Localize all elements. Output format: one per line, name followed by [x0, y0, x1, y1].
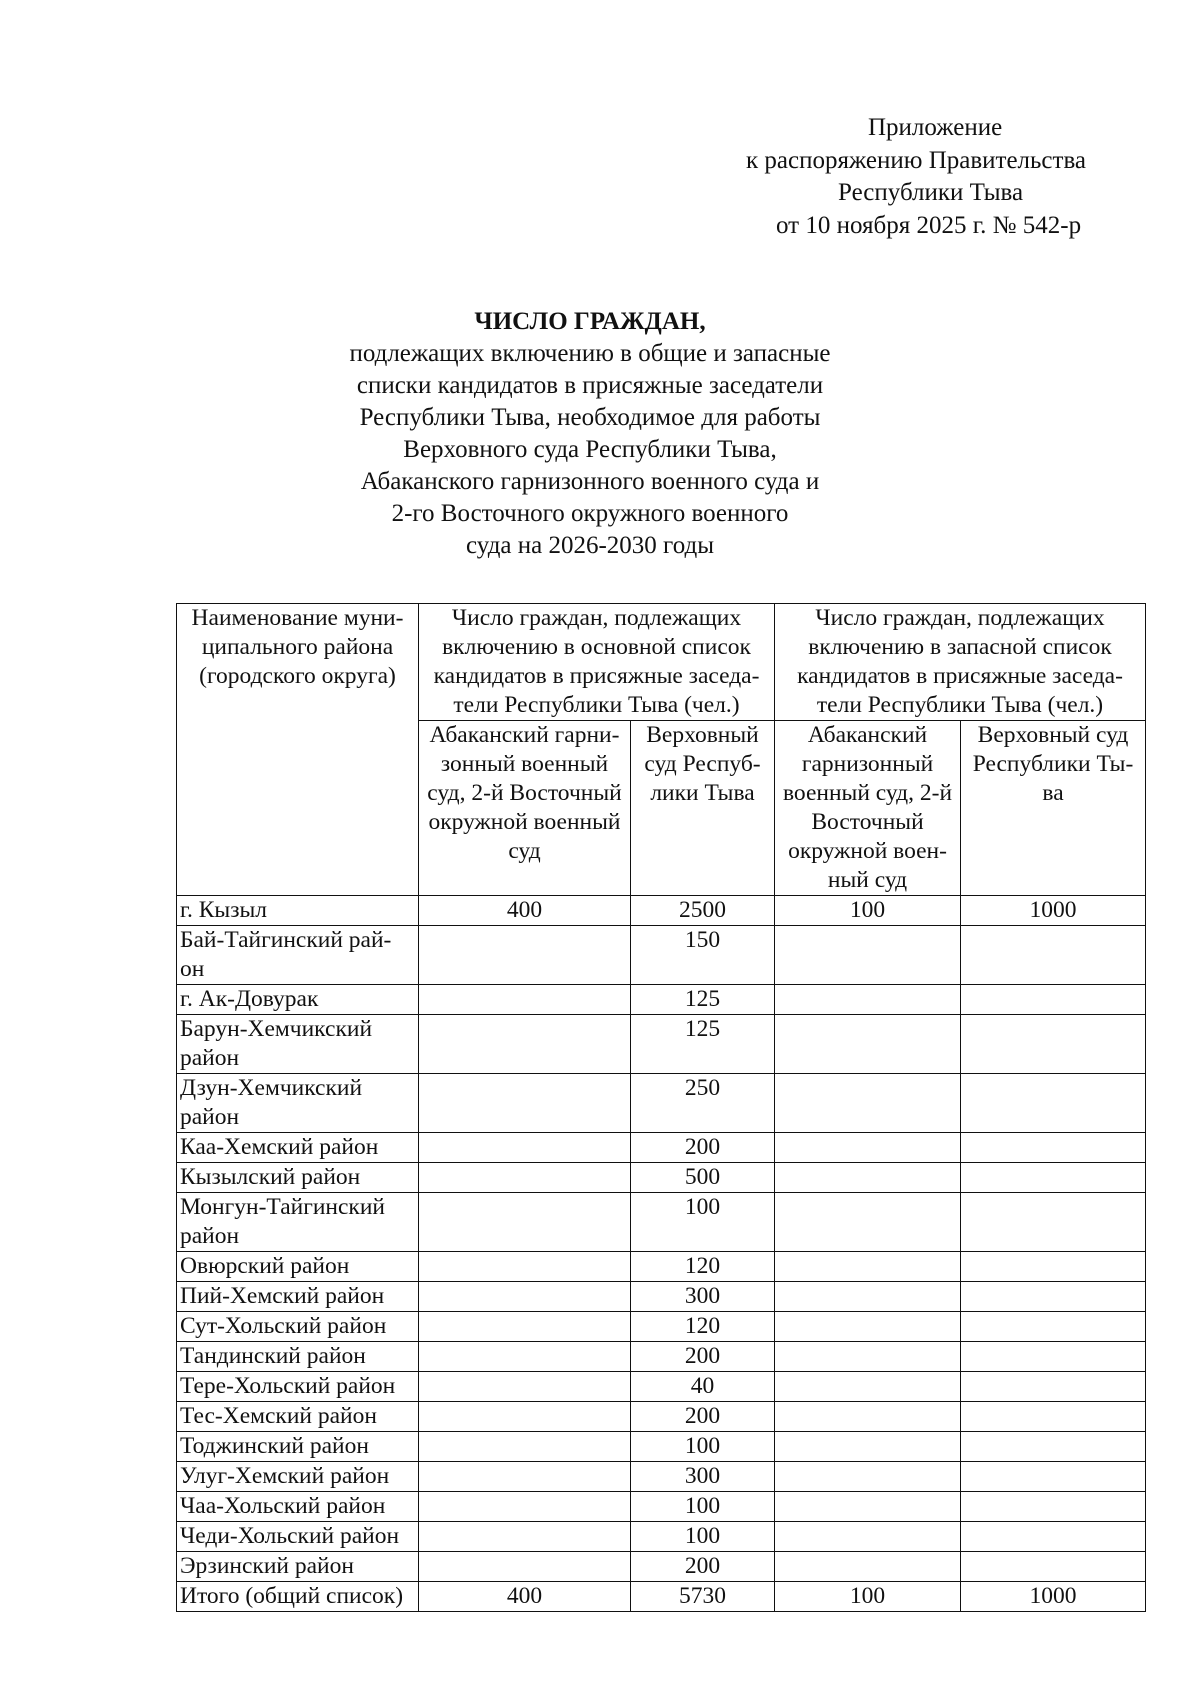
row-name-cell: Сут-Хольский район: [177, 1312, 419, 1342]
title-subtitle-line: подлежащих включению в общие и запасные: [349, 340, 831, 367]
reserve-supreme-cell: [961, 985, 1146, 1015]
reserve-supreme-cell: [961, 1015, 1146, 1074]
reserve-military-cell: 100: [775, 896, 961, 926]
reserve-military-cell: [775, 1133, 961, 1163]
table-row: [177, 1074, 1146, 1133]
reserve-supreme-cell: [961, 1133, 1146, 1163]
row-name-cell: Итого (общий список): [177, 1582, 419, 1612]
header-reserve-list: Число граждан, подлежащих включению в запасной список кандидатов в присяжные заседа-тели Республики Тыва (чел.): [775, 604, 1146, 721]
header-reserve-supreme-court: Верховный суд Республики Ты-ва: [961, 721, 1146, 896]
main-supreme-cell: 200: [631, 1552, 775, 1582]
table-row: [177, 1312, 1146, 1342]
reserve-supreme-cell: [961, 1163, 1146, 1193]
reserve-supreme-cell: [961, 1462, 1146, 1492]
main-supreme-cell: 100: [631, 1432, 775, 1462]
reserve-supreme-cell: [961, 1372, 1146, 1402]
reserve-military-cell: [775, 1552, 961, 1582]
main-supreme-cell: 120: [631, 1252, 775, 1282]
row-name-cell: Тере-Хольский район: [177, 1372, 419, 1402]
title-heading: ЧИСЛО ГРАЖДАН,: [474, 308, 706, 335]
row-name-cell: Кызылский район: [177, 1163, 419, 1193]
main-military-cell: [419, 1193, 631, 1252]
main-military-cell: 400: [419, 896, 631, 926]
main-military-cell: [419, 1342, 631, 1372]
main-military-cell: [419, 1282, 631, 1312]
reserve-military-cell: [775, 1522, 961, 1552]
main-supreme-cell: 300: [631, 1282, 775, 1312]
main-military-cell: [419, 1432, 631, 1462]
jurors-table: [176, 603, 1146, 1612]
table-row: [177, 1552, 1146, 1582]
reserve-supreme-cell: [961, 1492, 1146, 1522]
main-supreme-cell: 125: [631, 985, 775, 1015]
main-military-cell: [419, 1133, 631, 1163]
table-body: [177, 896, 1146, 1612]
row-name-cell: Бай-Тайгинский рай-он: [177, 926, 419, 985]
header-main-list: Число граждан, подлежащих включению в основной список кандидатов в присяжные заседа-тели Республики Тыва (чел.): [419, 604, 775, 721]
row-name-cell: Чеди-Хольский район: [177, 1522, 419, 1552]
reserve-supreme-cell: [961, 926, 1146, 985]
row-name-cell: Барун-Хемчикский район: [177, 1015, 419, 1074]
main-military-cell: [419, 1522, 631, 1552]
main-military-cell: [419, 1074, 631, 1133]
table-row: [177, 1402, 1146, 1432]
main-military-cell: [419, 1015, 631, 1074]
main-military-cell: [419, 1552, 631, 1582]
main-supreme-cell: 2500: [631, 896, 775, 926]
title-subtitle-line: списки кандидатов в присяжные заседатели: [356, 372, 824, 399]
main-military-cell: [419, 1402, 631, 1432]
main-military-cell: [419, 1462, 631, 1492]
main-supreme-cell: 200: [631, 1342, 775, 1372]
table-row: [177, 1133, 1146, 1163]
table-row: [177, 1342, 1146, 1372]
document-title: [250, 306, 930, 562]
reserve-supreme-cell: [961, 1342, 1146, 1372]
header-main-military-court: Абаканский гарни-зонный военный суд, 2-й Восточный окружной военный суд: [419, 721, 631, 896]
total-row: [177, 1582, 1146, 1612]
appendix-block: [700, 112, 1200, 242]
main-military-cell: 400: [419, 1582, 631, 1612]
main-supreme-cell: 150: [631, 926, 775, 985]
reserve-supreme-cell: [961, 1552, 1146, 1582]
header-municipality: Наименование муни-ципального района (городского округа): [177, 604, 419, 896]
reserve-supreme-cell: 1000: [961, 896, 1146, 926]
main-military-cell: [419, 1252, 631, 1282]
main-supreme-cell: 120: [631, 1312, 775, 1342]
title-subtitle-line: суда на 2026-2030 годы: [466, 532, 714, 559]
row-name-cell: Каа-Хемский район: [177, 1133, 419, 1163]
reserve-supreme-cell: [961, 1402, 1146, 1432]
row-name-cell: г. Кызыл: [177, 896, 419, 926]
table-row: [177, 1193, 1146, 1252]
header-reserve-military-court: Абаканский гарнизонный военный суд, 2-й Восточный окружной воен-ный суд: [775, 721, 961, 896]
table-row: [177, 1462, 1146, 1492]
table-row: [177, 1492, 1146, 1522]
reserve-military-cell: [775, 1372, 961, 1402]
reserve-military-cell: [775, 1074, 961, 1133]
reserve-military-cell: [775, 1492, 961, 1522]
row-name-cell: Улуг-Хемский район: [177, 1462, 419, 1492]
reserve-military-cell: [775, 1342, 961, 1372]
main-supreme-cell: 100: [631, 1522, 775, 1552]
table-row: [177, 1282, 1146, 1312]
row-name-cell: Дзун-Хемчикский район: [177, 1074, 419, 1133]
reserve-supreme-cell: [961, 1282, 1146, 1312]
appendix-republic: Республики Тыва: [838, 179, 1024, 206]
row-name-cell: Тоджинский район: [177, 1432, 419, 1462]
row-name-cell: Тандинский район: [177, 1342, 419, 1372]
table-row: [177, 1372, 1146, 1402]
appendix-date-number: от 10 ноября 2025 г. № 542-р: [776, 211, 1082, 239]
table-row: [177, 985, 1146, 1015]
title-subtitle-line: 2-го Восточного окружного военного: [391, 500, 789, 527]
main-military-cell: [419, 1312, 631, 1342]
main-supreme-cell: 5730: [631, 1582, 775, 1612]
main-supreme-cell: 200: [631, 1133, 775, 1163]
table-row: [177, 1522, 1146, 1552]
reserve-supreme-cell: [961, 1432, 1146, 1462]
reserve-military-cell: [775, 1462, 961, 1492]
reserve-military-cell: [775, 1015, 961, 1074]
main-supreme-cell: 40: [631, 1372, 775, 1402]
table-row: [177, 926, 1146, 985]
row-name-cell: Монгун-Тайгинский район: [177, 1193, 419, 1252]
main-military-cell: [419, 1372, 631, 1402]
main-supreme-cell: 100: [631, 1193, 775, 1252]
reserve-supreme-cell: [961, 1522, 1146, 1552]
table-row: [177, 1015, 1146, 1074]
main-military-cell: [419, 1163, 631, 1193]
table-row: [177, 1252, 1146, 1282]
reserve-supreme-cell: [961, 1312, 1146, 1342]
reserve-supreme-cell: [961, 1074, 1146, 1133]
row-name-cell: Овюрский район: [177, 1252, 419, 1282]
title-subtitle-line: Верховного суда Республики Тыва,: [403, 436, 777, 463]
row-name-cell: Эрзинский район: [177, 1552, 419, 1582]
reserve-supreme-cell: [961, 1252, 1146, 1282]
reserve-military-cell: [775, 926, 961, 985]
reserve-military-cell: [775, 1282, 961, 1312]
row-name-cell: Чаа-Хольский район: [177, 1492, 419, 1522]
reserve-military-cell: [775, 1193, 961, 1252]
row-name-cell: Пий-Хемский район: [177, 1282, 419, 1312]
title-subtitle-line: Абаканского гарнизонного военного суда и: [360, 468, 820, 495]
main-military-cell: [419, 1492, 631, 1522]
table-row: [177, 1432, 1146, 1462]
main-supreme-cell: 300: [631, 1462, 775, 1492]
reserve-military-cell: [775, 1163, 961, 1193]
main-supreme-cell: 500: [631, 1163, 775, 1193]
main-supreme-cell: 100: [631, 1492, 775, 1522]
table-row: [177, 896, 1146, 926]
main-supreme-cell: 200: [631, 1402, 775, 1432]
reserve-supreme-cell: 1000: [961, 1582, 1146, 1612]
reserve-military-cell: [775, 985, 961, 1015]
main-military-cell: [419, 926, 631, 985]
reserve-military-cell: 100: [775, 1582, 961, 1612]
row-name-cell: Тес-Хемский район: [177, 1402, 419, 1432]
row-name-cell: г. Ак-Довурак: [177, 985, 419, 1015]
reserve-military-cell: [775, 1312, 961, 1342]
main-supreme-cell: 250: [631, 1074, 775, 1133]
title-subtitle-line: Республики Тыва, необходимое для работы: [359, 404, 821, 431]
appendix-title: Приложение: [868, 114, 1003, 141]
main-supreme-cell: 125: [631, 1015, 775, 1074]
reserve-supreme-cell: [961, 1193, 1146, 1252]
appendix-order-ref: к распоряжению Правительства: [746, 146, 1087, 174]
reserve-military-cell: [775, 1252, 961, 1282]
header-main-supreme-court: Верховный суд Респуб-лики Тыва: [631, 721, 775, 896]
main-military-cell: [419, 985, 631, 1015]
reserve-military-cell: [775, 1402, 961, 1432]
reserve-military-cell: [775, 1432, 961, 1462]
table-row: [177, 1163, 1146, 1193]
